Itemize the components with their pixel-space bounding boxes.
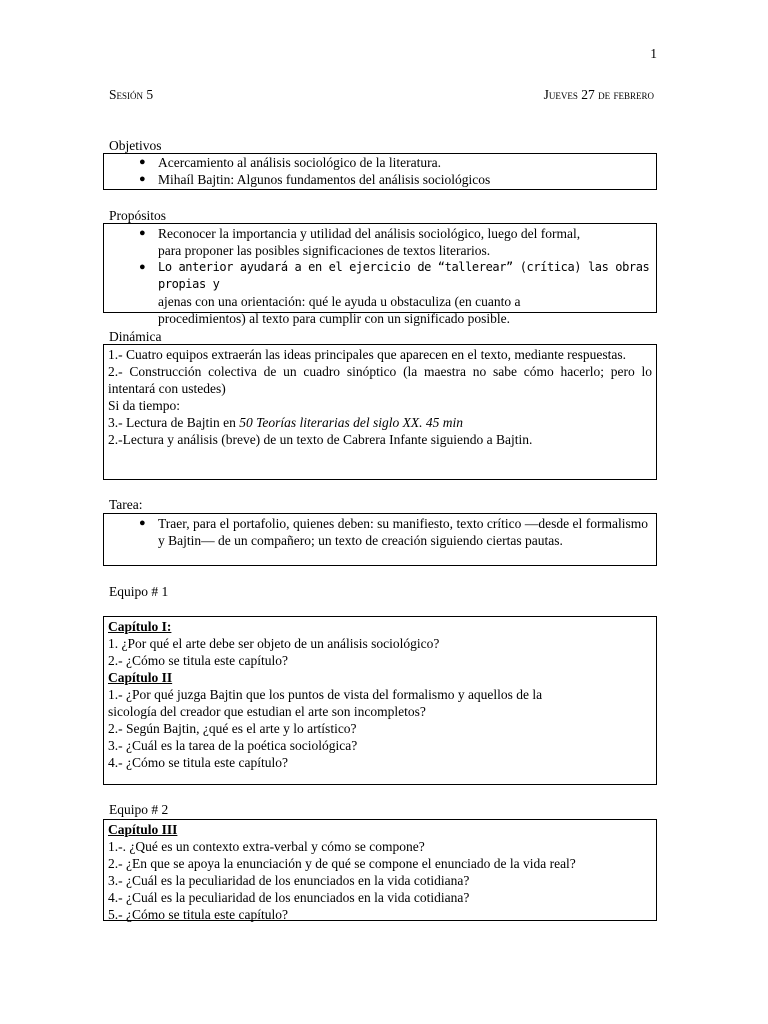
question: sicología del creador que estudian el arte son incompletos? bbox=[108, 704, 426, 719]
question: 1.-. ¿Qué es un contexto extra-verbal y cómo se compone? bbox=[108, 839, 425, 854]
objetivos-label: Objetivos bbox=[109, 138, 162, 153]
dinamica-paragraph: 2.- Construcción colectiva de un cuadro sinóptico (la maestra no sabe cómo hacerlo; pero lo intentará con ustedes) bbox=[108, 364, 652, 396]
equipo2-label: Equipo # 2 bbox=[109, 802, 169, 817]
bullet-icon: ● bbox=[139, 227, 146, 239]
dinamica-box bbox=[103, 344, 657, 480]
equipo2-box bbox=[103, 819, 657, 921]
question: 3.- ¿Cuál es la tarea de la poética sociológica? bbox=[108, 738, 358, 753]
proposito-line: para proponer las posibles significaciones de textos literarios. bbox=[158, 243, 491, 258]
dinamica-paragraph: 1.- Cuatro equipos extraerán las ideas principales que aparecen en el texto, mediante respuestas. bbox=[108, 347, 627, 362]
objetivos-box bbox=[103, 153, 657, 190]
propositos-box bbox=[103, 223, 657, 326]
question: 4.- ¿Cómo se titula este capítulo? bbox=[108, 755, 288, 770]
question: 2.- Según Bajtin, ¿qué es el arte y lo artístico? bbox=[108, 721, 357, 736]
session-title: Sesión 5 bbox=[109, 87, 154, 102]
chapter-title: Capítulo III bbox=[108, 822, 178, 837]
list-item bbox=[108, 259, 652, 327]
list-item bbox=[108, 515, 652, 549]
proposito-line: Lo anterior ayudará a en el ejercicio de “tallerear” (crítica) las obras propias y bbox=[158, 260, 650, 291]
book-title: 50 Teorías literarias del siglo XX. 45 min bbox=[239, 415, 463, 430]
bullet-icon: ● bbox=[139, 517, 146, 529]
list-item bbox=[108, 154, 652, 171]
list-item bbox=[108, 171, 652, 188]
proposito-line: procedimientos) al texto para cumplir con un significado posible. bbox=[158, 311, 511, 326]
equipo1-label: Equipo # 1 bbox=[109, 584, 169, 599]
bullet-icon: ● bbox=[139, 156, 146, 168]
tarea-label: Tarea: bbox=[109, 497, 143, 512]
objetivo-text: Mihaíl Bajtin: Algunos fundamentos del análisis sociológicos bbox=[158, 172, 491, 187]
question: 2.- ¿Cómo se titula este capítulo? bbox=[108, 653, 288, 668]
session-date: Jueves 27 de febrero bbox=[543, 87, 654, 102]
proposito-line: ajenas con una orientación: qué le ayuda u obstaculiza (en cuanto a bbox=[158, 294, 521, 309]
question: 4.- ¿Cuál es la peculiaridad de los enunciados en la vida cotidiana? bbox=[108, 890, 470, 905]
tarea-text: Traer, para el portafolio, quienes deben: su manifiesto, texto crítico —desde el formalismo y Bajtin— de un compañero; un texto de creación siguiendo ciertas pautas. bbox=[158, 516, 648, 548]
objetivo-text: Acercamiento al análisis sociológico de la literatura. bbox=[158, 155, 442, 170]
question: 5.- ¿Cómo se titula este capítulo? bbox=[108, 907, 288, 922]
dinamica-paragraph bbox=[108, 414, 652, 431]
question: 1. ¿Por qué el arte debe ser objeto de un análisis sociológico? bbox=[108, 636, 440, 651]
proposito-line: Reconocer la importancia y utilidad del análisis sociológico, luego del formal, bbox=[158, 226, 581, 241]
question: 1.- ¿Por qué juzga Bajtin que los puntos de vista del formalismo y aquellos de la bbox=[108, 687, 543, 702]
propositos-label: Propósitos bbox=[109, 208, 167, 223]
equipo1-box bbox=[103, 616, 657, 785]
dinamica-paragraph: Si da tiempo: bbox=[108, 398, 180, 413]
bullet-icon: ● bbox=[139, 173, 146, 185]
dinamica-label: Dinámica bbox=[109, 329, 162, 344]
bullet-icon: ● bbox=[139, 261, 146, 273]
chapter-title: Capítulo I: bbox=[108, 619, 172, 634]
tarea-box bbox=[103, 513, 657, 566]
chapter-title: Capítulo II bbox=[108, 670, 173, 685]
question: 3.- ¿Cuál es la peculiaridad de los enunciados en la vida cotidiana? bbox=[108, 873, 470, 888]
list-item bbox=[108, 225, 652, 259]
question: 2.- ¿En que se apoya la enunciación y de qué se compone el enunciado de la vida real? bbox=[108, 856, 576, 871]
page-number: 1 bbox=[650, 46, 657, 61]
dinamica-paragraph: 2.-Lectura y análisis (breve) de un texto de Cabrera Infante siguiendo a Bajtin. bbox=[108, 432, 533, 447]
dinamica-reading-prefix: 3.- Lectura de Bajtin en bbox=[108, 415, 240, 430]
